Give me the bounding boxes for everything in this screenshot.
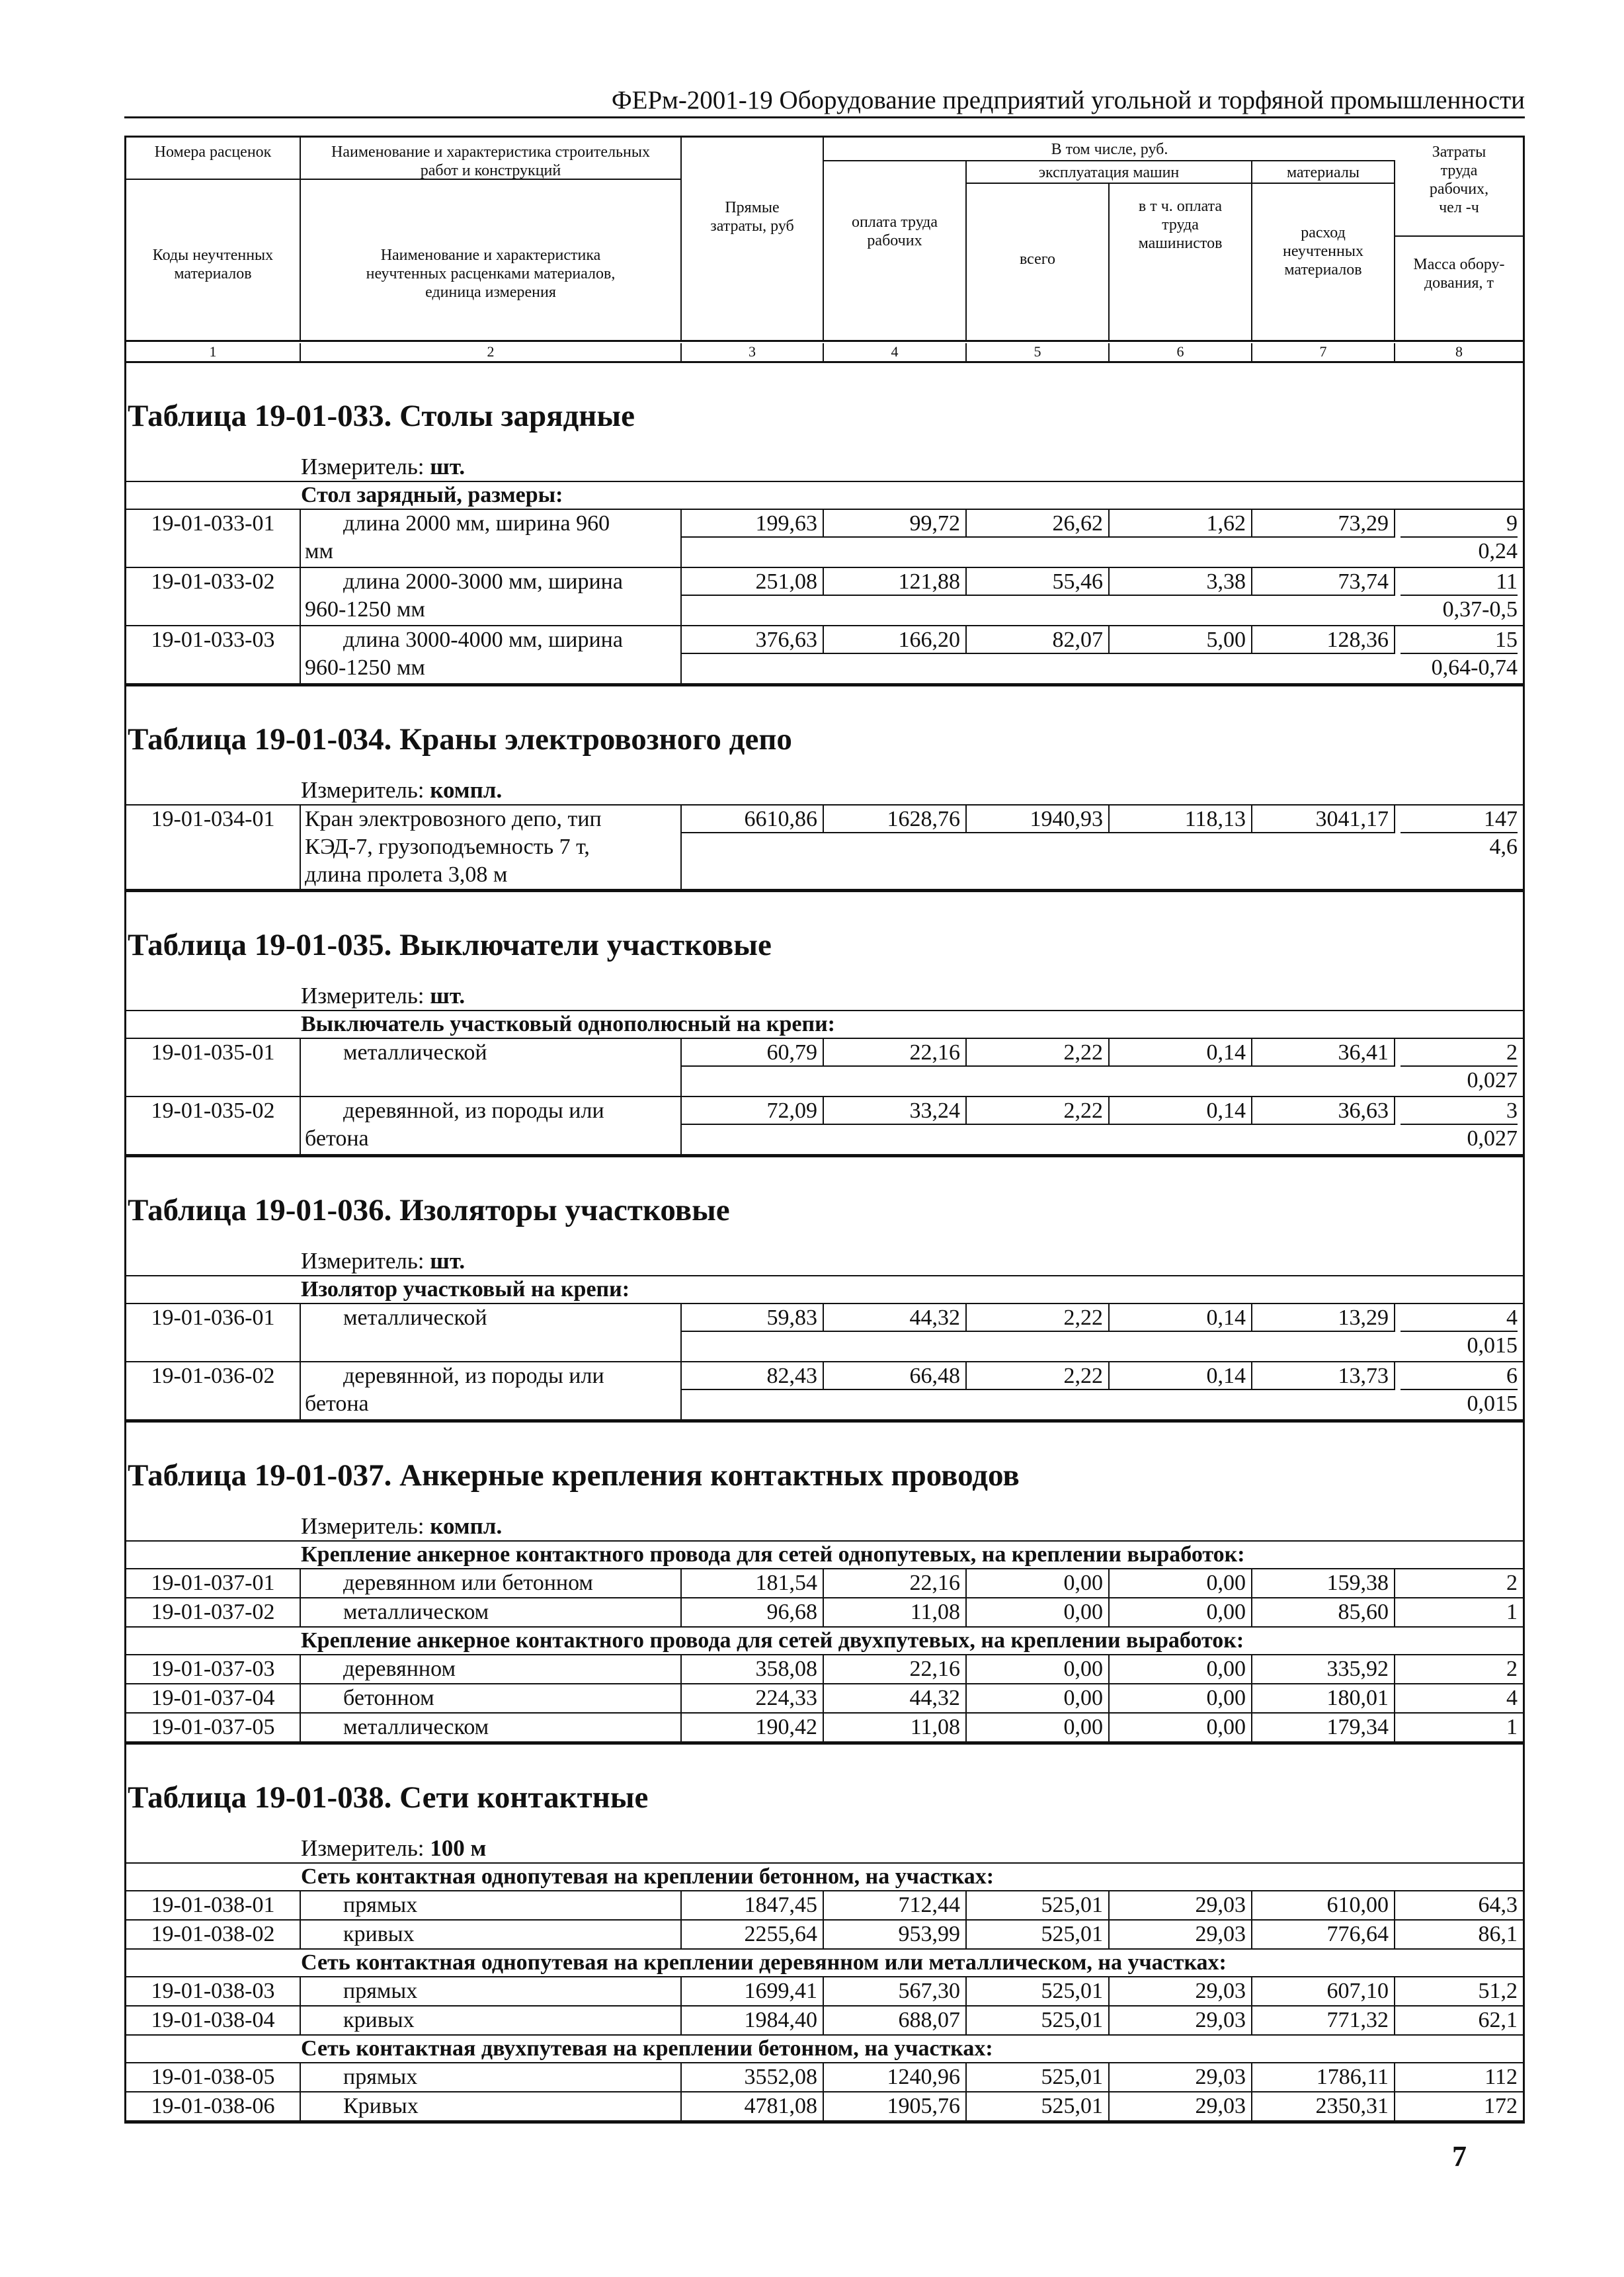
cost-c7: 610,00 bbox=[1252, 1891, 1395, 1919]
rate-name-line: прямых bbox=[343, 2065, 418, 2089]
rate-name-line: деревянном bbox=[343, 1657, 456, 1681]
rate-name-line: деревянном или бетонном bbox=[343, 1571, 593, 1595]
cost-c4: 22,16 bbox=[824, 1569, 967, 1597]
cost-c3: 251,08 bbox=[682, 568, 824, 596]
labor-hours: 15 bbox=[1401, 626, 1518, 654]
cost-c6: 118,13 bbox=[1110, 806, 1252, 833]
table-section bbox=[124, 892, 1525, 1157]
labor-and-mass bbox=[1395, 2063, 1523, 2091]
cost-c7: 179,34 bbox=[1252, 1714, 1395, 1741]
rate-name bbox=[301, 2063, 682, 2091]
rate-name-line: деревянной, из породы или bbox=[343, 1098, 604, 1123]
unit-of-measure bbox=[126, 982, 1523, 1011]
section-title: Таблица 19-01-034. Краны электровозного депо bbox=[128, 722, 792, 757]
cost-c3: 96,68 bbox=[682, 1598, 824, 1626]
labor-and-mass bbox=[1395, 1362, 1523, 1418]
rate-code: 19-01-033-01 bbox=[126, 510, 301, 567]
labor-hours: 4 bbox=[1401, 1304, 1518, 1332]
labor-and-mass bbox=[1395, 568, 1523, 624]
cost-c4: 44,32 bbox=[824, 1684, 967, 1712]
col8-header-bottom: Масса обору-дования, т bbox=[1413, 256, 1505, 292]
labor-and-mass bbox=[1395, 1655, 1523, 1683]
cost-c4: 1628,76 bbox=[824, 806, 967, 833]
unit-of-measure bbox=[126, 453, 1523, 482]
rates-table bbox=[124, 136, 1525, 2124]
cost-c3: 190,42 bbox=[682, 1714, 824, 1741]
cost-c7: 1786,11 bbox=[1252, 2063, 1395, 2091]
rate-code: 19-01-037-03 bbox=[126, 1655, 301, 1683]
labor-hours: 1 bbox=[1506, 1715, 1518, 1739]
cost-c6: 29,03 bbox=[1110, 1921, 1252, 1948]
cost-c5: 82,07 bbox=[967, 626, 1110, 654]
rate-name bbox=[301, 1097, 682, 1154]
labor-hours: 2 bbox=[1401, 1039, 1518, 1067]
cost-c4: 688,07 bbox=[824, 2007, 967, 2034]
rate-name-line: Кривых bbox=[343, 2094, 419, 2118]
cost-c6: 0,00 bbox=[1110, 1714, 1252, 1741]
cost-c4: 66,48 bbox=[824, 1362, 967, 1390]
cost-c7: 776,64 bbox=[1252, 1921, 1395, 1948]
cost-c3: 376,63 bbox=[682, 626, 824, 654]
cost-c5: 525,01 bbox=[967, 2063, 1110, 2091]
labor-and-mass bbox=[1395, 1097, 1523, 1153]
rate-name bbox=[301, 510, 682, 567]
rate-name-line: длина 3000-4000 мм, ширина bbox=[343, 628, 623, 652]
rate-name-line: бетонном bbox=[343, 1686, 434, 1710]
column-number: 2 bbox=[301, 343, 682, 362]
labor-hours: 62,1 bbox=[1478, 2008, 1518, 2032]
section-title: Таблица 19-01-037. Анкерные крепления контактных проводов bbox=[128, 1458, 1020, 1493]
labor-and-mass bbox=[1395, 1891, 1523, 1919]
group-heading: Стол зарядный, размеры: bbox=[126, 482, 1523, 510]
table-row bbox=[126, 1684, 1523, 1714]
table-row bbox=[126, 510, 1523, 568]
group-heading: Выключатель участковый однополюсный на крепи: bbox=[126, 1011, 1523, 1039]
cost-c7: 128,36 bbox=[1252, 626, 1395, 654]
cost-c7: 36,41 bbox=[1252, 1039, 1395, 1067]
cost-c6: 29,03 bbox=[1110, 2063, 1252, 2091]
table-row bbox=[126, 1362, 1523, 1421]
section-title: Таблица 19-01-035. Выключатели участковые bbox=[128, 928, 772, 962]
table-row bbox=[126, 626, 1523, 684]
cost-c3: 1699,41 bbox=[682, 1977, 824, 2005]
cost-c6: 0,00 bbox=[1110, 1598, 1252, 1626]
rate-code: 19-01-035-02 bbox=[126, 1097, 301, 1154]
table-row bbox=[126, 1598, 1523, 1628]
cost-c6: 29,03 bbox=[1110, 2092, 1252, 2120]
unit-label: Измеритель: bbox=[301, 1835, 430, 1861]
unit-value: шт. bbox=[430, 1248, 466, 1274]
unit-label: Измеритель: bbox=[301, 777, 430, 803]
cost-c5: 2,22 bbox=[967, 1097, 1110, 1125]
labor-and-mass bbox=[1395, 1039, 1523, 1095]
page-number: 7 bbox=[1452, 2140, 1467, 2173]
cost-c4: 1240,96 bbox=[824, 2063, 967, 2091]
cost-c7: 13,29 bbox=[1252, 1304, 1395, 1332]
cost-c4: 712,44 bbox=[824, 1891, 967, 1919]
cost-c3: 224,33 bbox=[682, 1684, 824, 1712]
cost-c6: 0,00 bbox=[1110, 1569, 1252, 1597]
table-row bbox=[126, 1304, 1523, 1362]
rate-code: 19-01-038-02 bbox=[126, 1921, 301, 1948]
table-row bbox=[126, 1921, 1523, 1950]
rate-name bbox=[301, 1039, 682, 1096]
group-heading: Сеть контактная однопутевая на креплении деревянном или металлическом, на участках: bbox=[126, 1950, 1523, 1977]
rate-code: 19-01-035-01 bbox=[126, 1039, 301, 1096]
machines-header: эксплуатация машин bbox=[967, 161, 1252, 184]
rate-name-line bbox=[305, 1332, 675, 1360]
table-section bbox=[124, 1745, 1525, 2124]
cost-c4: 953,99 bbox=[824, 1921, 967, 1948]
cost-c3: 4781,08 bbox=[682, 2092, 824, 2120]
labor-hours: 4 bbox=[1506, 1686, 1518, 1710]
labor-and-mass bbox=[1395, 510, 1523, 565]
cost-c3: 72,09 bbox=[682, 1097, 824, 1125]
table-row bbox=[126, 1039, 1523, 1097]
cost-c5: 0,00 bbox=[967, 1598, 1110, 1626]
cost-c7: 13,73 bbox=[1252, 1362, 1395, 1390]
rate-name-line: металлическом bbox=[343, 1715, 489, 1739]
rate-name-line: Кран электровозного депо, тип bbox=[305, 807, 602, 831]
page-header: ФЕРм-2001-19 Оборудование предприятий угольной и торфяной промышленности bbox=[124, 85, 1525, 118]
cost-c7: 2350,31 bbox=[1252, 2092, 1395, 2120]
cost-c5: 525,01 bbox=[967, 1977, 1110, 2005]
labor-and-mass bbox=[1395, 1684, 1523, 1712]
labor-and-mass bbox=[1395, 2007, 1523, 2034]
cost-c6: 29,03 bbox=[1110, 1977, 1252, 2005]
unit-value: компл. bbox=[430, 1513, 503, 1539]
unit-label: Измеритель: bbox=[301, 454, 430, 479]
table-row bbox=[126, 806, 1523, 890]
labor-hours: 172 bbox=[1484, 2094, 1518, 2118]
cost-c3: 60,79 bbox=[682, 1039, 824, 1067]
table-row bbox=[126, 1655, 1523, 1684]
rate-name bbox=[301, 1977, 682, 2005]
labor-hours: 51,2 bbox=[1478, 1979, 1518, 2003]
cost-c5: 525,01 bbox=[967, 2092, 1110, 2120]
cost-c5: 525,01 bbox=[967, 1891, 1110, 1919]
cost-c5: 0,00 bbox=[967, 1655, 1110, 1683]
cost-c6: 29,03 bbox=[1110, 2007, 1252, 2034]
cost-c6: 29,03 bbox=[1110, 1891, 1252, 1919]
rate-name bbox=[301, 2092, 682, 2120]
column-number: 7 bbox=[1252, 343, 1395, 362]
unit-of-measure bbox=[126, 1247, 1523, 1276]
table-row bbox=[126, 2007, 1523, 2036]
column-number: 3 bbox=[682, 343, 824, 362]
table-row bbox=[126, 1714, 1523, 1743]
unit-label: Измеритель: bbox=[301, 1513, 430, 1539]
cost-c5: 0,00 bbox=[967, 1684, 1110, 1712]
unit-label: Измеритель: bbox=[301, 983, 430, 1009]
group-heading: Крепление анкерное контактного провода для сетей двухпутевых, на креплении выработок: bbox=[126, 1628, 1523, 1655]
cost-c6: 0,00 bbox=[1110, 1684, 1252, 1712]
rate-name bbox=[301, 1655, 682, 1683]
cost-c6: 0,00 bbox=[1110, 1655, 1252, 1683]
group-heading: Сеть контактная двухпутевая на креплении бетонном, на участках: bbox=[126, 2036, 1523, 2063]
unit-value: 100 м bbox=[430, 1835, 487, 1861]
rate-name-line: прямых bbox=[343, 1893, 418, 1917]
cost-c3: 1984,40 bbox=[682, 2007, 824, 2034]
rate-code: 19-01-037-05 bbox=[126, 1714, 301, 1741]
cost-c6: 1,62 bbox=[1110, 510, 1252, 538]
cost-c4: 99,72 bbox=[824, 510, 967, 538]
group-heading: Сеть контактная однопутевая на креплении бетонном, на участках: bbox=[126, 1864, 1523, 1891]
labor-hours: 147 bbox=[1401, 806, 1518, 833]
including-header: В том числе, руб. bbox=[824, 138, 1395, 161]
col8-header-top: Затраты труда рабочих, чел -ч bbox=[1395, 138, 1523, 237]
equipment-mass: 0,027 bbox=[1467, 1126, 1518, 1151]
cost-c7: 335,92 bbox=[1252, 1655, 1395, 1683]
rate-name bbox=[301, 1921, 682, 1948]
rate-name-line: прямых bbox=[343, 1979, 418, 2003]
labor-hours: 9 bbox=[1401, 510, 1518, 538]
rate-code: 19-01-038-04 bbox=[126, 2007, 301, 2034]
labor-hours: 1 bbox=[1506, 1600, 1518, 1624]
cost-c4: 567,30 bbox=[824, 1977, 967, 2005]
cost-c5: 26,62 bbox=[967, 510, 1110, 538]
cost-c6: 0,14 bbox=[1110, 1304, 1252, 1332]
cost-c3: 2255,64 bbox=[682, 1921, 824, 1948]
cost-c7: 36,63 bbox=[1252, 1097, 1395, 1125]
rate-name bbox=[301, 1684, 682, 1712]
cost-c5: 525,01 bbox=[967, 1921, 1110, 1948]
column-number: 1 bbox=[126, 343, 301, 362]
col4-header: оплата труда рабочих bbox=[824, 161, 967, 340]
table-row bbox=[126, 568, 1523, 626]
cost-c3: 1847,45 bbox=[682, 1891, 824, 1919]
rate-name-line: 960-1250 мм bbox=[305, 655, 425, 680]
cost-c5: 2,22 bbox=[967, 1362, 1110, 1390]
labor-and-mass bbox=[1395, 1569, 1523, 1597]
rate-name-line bbox=[305, 1067, 675, 1095]
cost-c5: 0,00 bbox=[967, 1714, 1110, 1741]
labor-and-mass bbox=[1395, 1977, 1523, 2005]
cost-c6: 0,14 bbox=[1110, 1362, 1252, 1390]
labor-and-mass bbox=[1395, 1921, 1523, 1948]
rate-code: 19-01-037-04 bbox=[126, 1684, 301, 1712]
cost-c3: 358,08 bbox=[682, 1655, 824, 1683]
cost-c3: 82,43 bbox=[682, 1362, 824, 1390]
rate-name bbox=[301, 1362, 682, 1419]
unit-of-measure bbox=[126, 1835, 1523, 1864]
rate-name-line: КЭД-7, грузоподъемность 7 т, bbox=[305, 835, 590, 859]
labor-hours: 6 bbox=[1401, 1362, 1518, 1390]
labor-hours: 64,3 bbox=[1478, 1893, 1518, 1917]
equipment-mass: 4,6 bbox=[1489, 835, 1518, 859]
rate-name bbox=[301, 1569, 682, 1597]
cost-c7: 607,10 bbox=[1252, 1977, 1395, 2005]
equipment-mass: 0,24 bbox=[1478, 539, 1518, 563]
cost-c7: 159,38 bbox=[1252, 1569, 1395, 1597]
table-section bbox=[124, 1157, 1525, 1423]
group-heading: Крепление анкерное контактного провода для сетей однопутевых, на креплении выработок: bbox=[126, 1542, 1523, 1569]
table-row bbox=[126, 2063, 1523, 2092]
cost-c3: 6610,86 bbox=[682, 806, 824, 833]
col6-header: в т ч. оплата труда машинистов bbox=[1110, 184, 1252, 340]
col7-header: расход неучтенных материалов bbox=[1252, 184, 1395, 340]
rate-code: 19-01-038-03 bbox=[126, 1977, 301, 2005]
rate-name bbox=[301, 1891, 682, 1919]
rate-name-line: деревянной, из породы или bbox=[343, 1364, 604, 1388]
rate-name-line: металлической bbox=[343, 1040, 487, 1065]
cost-c4: 11,08 bbox=[824, 1598, 967, 1626]
cost-c4: 22,16 bbox=[824, 1655, 967, 1683]
table-row bbox=[126, 1097, 1523, 1155]
equipment-mass: 0,37-0,5 bbox=[1442, 597, 1518, 622]
labor-and-mass bbox=[1395, 2092, 1523, 2120]
cost-c6: 0,14 bbox=[1110, 1039, 1252, 1067]
cost-c3: 59,83 bbox=[682, 1304, 824, 1332]
equipment-mass: 0,64-0,74 bbox=[1431, 655, 1518, 680]
rate-code: 19-01-033-02 bbox=[126, 568, 301, 625]
cost-c6: 3,38 bbox=[1110, 568, 1252, 596]
labor-hours: 3 bbox=[1401, 1097, 1518, 1125]
rate-name bbox=[301, 806, 682, 889]
cost-c6: 5,00 bbox=[1110, 626, 1252, 654]
col1-header-bottom: Коды неучтенных материалов bbox=[126, 180, 301, 340]
unit-of-measure bbox=[126, 1512, 1523, 1542]
rate-name bbox=[301, 1304, 682, 1361]
rate-code: 19-01-034-01 bbox=[126, 806, 301, 889]
rate-code: 19-01-033-03 bbox=[126, 626, 301, 683]
cost-c5: 55,46 bbox=[967, 568, 1110, 596]
section-title: Таблица 19-01-036. Изоляторы участковые bbox=[128, 1193, 730, 1227]
cost-c4: 1905,76 bbox=[824, 2092, 967, 2120]
column-number: 4 bbox=[824, 343, 967, 362]
rate-name-line: металлической bbox=[343, 1305, 487, 1330]
rate-name-line: кривых bbox=[343, 1922, 415, 1946]
cost-c4: 166,20 bbox=[824, 626, 967, 654]
labor-hours: 2 bbox=[1506, 1657, 1518, 1681]
section-title: Таблица 19-01-038. Сети контактные bbox=[128, 1780, 649, 1815]
rate-code: 19-01-038-01 bbox=[126, 1891, 301, 1919]
cost-c5: 0,00 bbox=[967, 1569, 1110, 1597]
rate-name bbox=[301, 1598, 682, 1626]
cost-c4: 33,24 bbox=[824, 1097, 967, 1125]
labor-hours: 2 bbox=[1506, 1571, 1518, 1595]
cost-c3: 181,54 bbox=[682, 1569, 824, 1597]
unit-value: шт. bbox=[430, 983, 466, 1009]
rate-code: 19-01-036-02 bbox=[126, 1362, 301, 1419]
column-number: 6 bbox=[1110, 343, 1252, 362]
col2-header-top: Наименование и характеристика строительных работ и конструкций bbox=[301, 138, 682, 180]
labor-and-mass bbox=[1395, 1598, 1523, 1626]
cost-c5: 2,22 bbox=[967, 1304, 1110, 1332]
table-section bbox=[124, 686, 1525, 892]
table-section bbox=[124, 1423, 1525, 1745]
table-row bbox=[126, 2092, 1523, 2122]
rate-name-line: 960-1250 мм bbox=[305, 597, 425, 622]
cost-c4: 44,32 bbox=[824, 1304, 967, 1332]
rate-name-line: кривых bbox=[343, 2008, 415, 2032]
cost-c5: 1940,93 bbox=[967, 806, 1110, 833]
materials-header: материалы bbox=[1252, 161, 1395, 184]
labor-hours: 86,1 bbox=[1478, 1922, 1518, 1946]
cost-c7: 85,60 bbox=[1252, 1598, 1395, 1626]
rate-name-line: мм bbox=[305, 539, 334, 563]
labor-and-mass bbox=[1395, 806, 1523, 861]
column-number: 5 bbox=[967, 343, 1110, 362]
table-row bbox=[126, 1977, 1523, 2007]
equipment-mass: 0,015 bbox=[1467, 1333, 1518, 1358]
unit-of-measure bbox=[126, 776, 1523, 806]
rate-code: 19-01-037-02 bbox=[126, 1598, 301, 1626]
rate-name bbox=[301, 2007, 682, 2034]
column-numbers bbox=[124, 342, 1525, 363]
labor-hours: 11 bbox=[1401, 568, 1518, 596]
col5-header: всего bbox=[967, 184, 1110, 340]
cost-c7: 771,32 bbox=[1252, 2007, 1395, 2034]
cost-c5: 2,22 bbox=[967, 1039, 1110, 1067]
cost-c7: 73,29 bbox=[1252, 510, 1395, 538]
cost-c7: 3041,17 bbox=[1252, 806, 1395, 833]
unit-value: компл. bbox=[430, 777, 503, 803]
col2-header-bottom: Наименование и характеристика неучтенных расценками материалов, единица измерения bbox=[301, 180, 682, 340]
equipment-mass: 0,027 bbox=[1467, 1068, 1518, 1093]
cost-c5: 525,01 bbox=[967, 2007, 1110, 2034]
labor-and-mass bbox=[1395, 1714, 1523, 1741]
labor-and-mass bbox=[1395, 626, 1523, 682]
cost-c4: 11,08 bbox=[824, 1714, 967, 1741]
cost-c7: 73,74 bbox=[1252, 568, 1395, 596]
labor-and-mass bbox=[1395, 1304, 1523, 1360]
equipment-mass: 0,015 bbox=[1467, 1391, 1518, 1416]
rate-code: 19-01-038-05 bbox=[126, 2063, 301, 2091]
cost-c4: 22,16 bbox=[824, 1039, 967, 1067]
rate-name-line: длина 2000-3000 мм, ширина bbox=[343, 569, 623, 594]
rate-code: 19-01-037-01 bbox=[126, 1569, 301, 1597]
rate-name bbox=[301, 1714, 682, 1741]
rate-name bbox=[301, 626, 682, 683]
cost-c3: 3552,08 bbox=[682, 2063, 824, 2091]
labor-hours: 112 bbox=[1484, 2065, 1518, 2089]
column-headers bbox=[124, 136, 1525, 342]
rate-code: 19-01-038-06 bbox=[126, 2092, 301, 2120]
rate-name-line: бетона bbox=[305, 1126, 369, 1151]
rate-code: 19-01-036-01 bbox=[126, 1304, 301, 1361]
table-section bbox=[124, 363, 1525, 686]
table-row bbox=[126, 1891, 1523, 1921]
cost-c3: 199,63 bbox=[682, 510, 824, 538]
rate-name-line: длина пролета 3,08 м bbox=[305, 862, 508, 887]
cost-c4: 121,88 bbox=[824, 568, 967, 596]
group-heading: Изолятор участковый на крепи: bbox=[126, 1276, 1523, 1304]
table-row bbox=[126, 1569, 1523, 1598]
rate-name-line: бетона bbox=[305, 1391, 369, 1416]
rate-name-line: металлическом bbox=[343, 1600, 489, 1624]
unit-value: шт. bbox=[430, 454, 466, 479]
section-title: Таблица 19-01-033. Столы зарядные bbox=[128, 399, 635, 433]
rate-name bbox=[301, 568, 682, 625]
col1-header-top: Номера расценок bbox=[126, 138, 301, 180]
col3-header: Прямые затраты, руб bbox=[682, 138, 824, 340]
cost-c6: 0,14 bbox=[1110, 1097, 1252, 1125]
cost-c7: 180,01 bbox=[1252, 1684, 1395, 1712]
rate-name-line: длина 2000 мм, ширина 960 bbox=[343, 511, 610, 536]
unit-label: Измеритель: bbox=[301, 1248, 430, 1274]
column-number: 8 bbox=[1455, 343, 1463, 360]
